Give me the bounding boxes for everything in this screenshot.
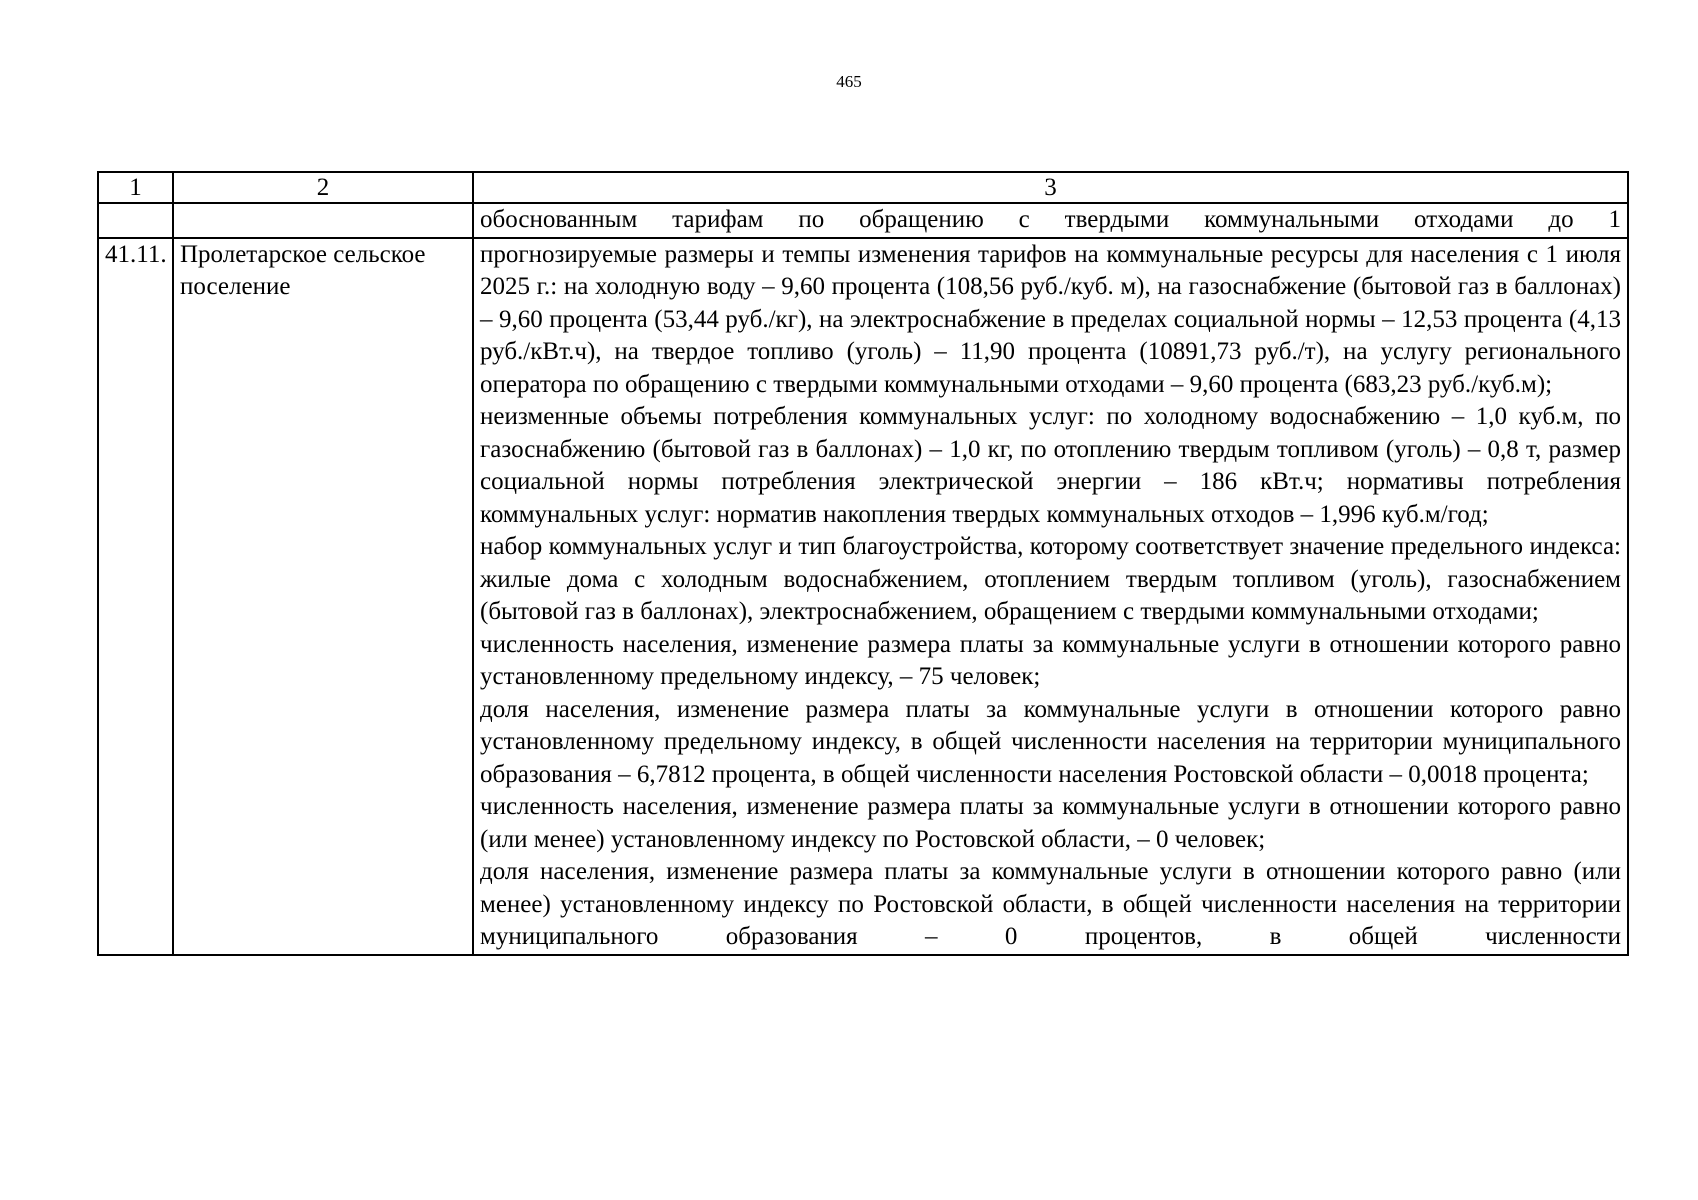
continuation-row [98,203,1628,238]
row-number: 41.11. [98,238,173,955]
continuation-cell-name [173,203,473,238]
population-below-index-text: численность населения, изменение размера платы за коммунальные услуги в отношении которого равно (или менее) установленному индексу по Ростовской области, – 0 человек; [480,793,1621,853]
row-description [473,238,1628,955]
utility-set-text: набор коммунальных услуг и тип благоустройства, которому соответствует значение предельного индекса: жилые дома с холодным водоснабжением, отоплением твердым топливом (уголь), газоснабжением (бытовой газ в баллонах), электроснабжением, обращением с твердыми коммунальными отходами; [480,533,1621,625]
column-header-1: 1 [98,172,173,203]
population-share-at-index-text: доля населения, изменение размера платы за коммунальные услуги в отношении которого равно установленному предельному индексу, в общей численности населения на территории муниципального образования – 6,7812 процента, в общей численности населения Ростовской области – 0,0018 процента; [480,695,1621,788]
table-row [98,238,1628,955]
column-header-3: 3 [473,172,1628,203]
table-header-row [98,172,1628,203]
population-share-below-index-text: доля населения, изменение размера платы за коммунальные услуги в отношении которого равно (или менее) установленному индексу по Ростовской области, в общей численности населения на территории муниципального образования – 0 процентов, в общей численности [480,858,1621,950]
continuation-text: обоснованным тарифам по обращению с твердыми коммунальными отходами до 1 [473,203,1628,238]
settlement-name: Пролетарское сельское поселение [173,238,473,955]
population-at-index-text: численность населения, изменение размера платы за коммунальные услуги в отношении которого равно установленному предельному индексу, – 75 человек; [480,630,1621,690]
consumption-volumes-text: неизменные объемы потребления коммунальных услуг: по холодному водоснабжению – 1,0 куб.м, по газоснабжению (бытовой газ в баллонах) – 1,0 кг, по отоплению твердым топливом (уголь) – 0,8 т, размер социальной нормы потребления электрической энергии – 186 кВт.ч; нормативы потребления коммунальных услуг: норматив накопления твердых коммунальных отходов – 1,996 куб.м/год; [480,403,1621,528]
continuation-cell-number [98,203,173,238]
page-number: 465 [836,72,862,91]
tariff-table [97,171,1629,956]
column-header-2: 2 [173,172,473,203]
tariff-forecast-text: прогнозируемые размеры и темпы изменения тарифов на коммунальные ресурсы для населения с 1 июля 2025 г.: на холодную воду – 9,60 процента (108,56 руб./куб. м), на газоснабжение (бытовой газ в баллонах) – 9,60 процента (53,44 руб./кг), на электроснабжение в пределах социальной нормы – 12,53 процента (4,13 руб./кВт.ч), на твердое топливо (уголь) – 11,90 процента (10891,73 руб./т), на услугу регионального оператора по обращению с твердыми коммунальными отходами – 9,60 процента (683,23 руб./куб.м); [480,240,1621,398]
